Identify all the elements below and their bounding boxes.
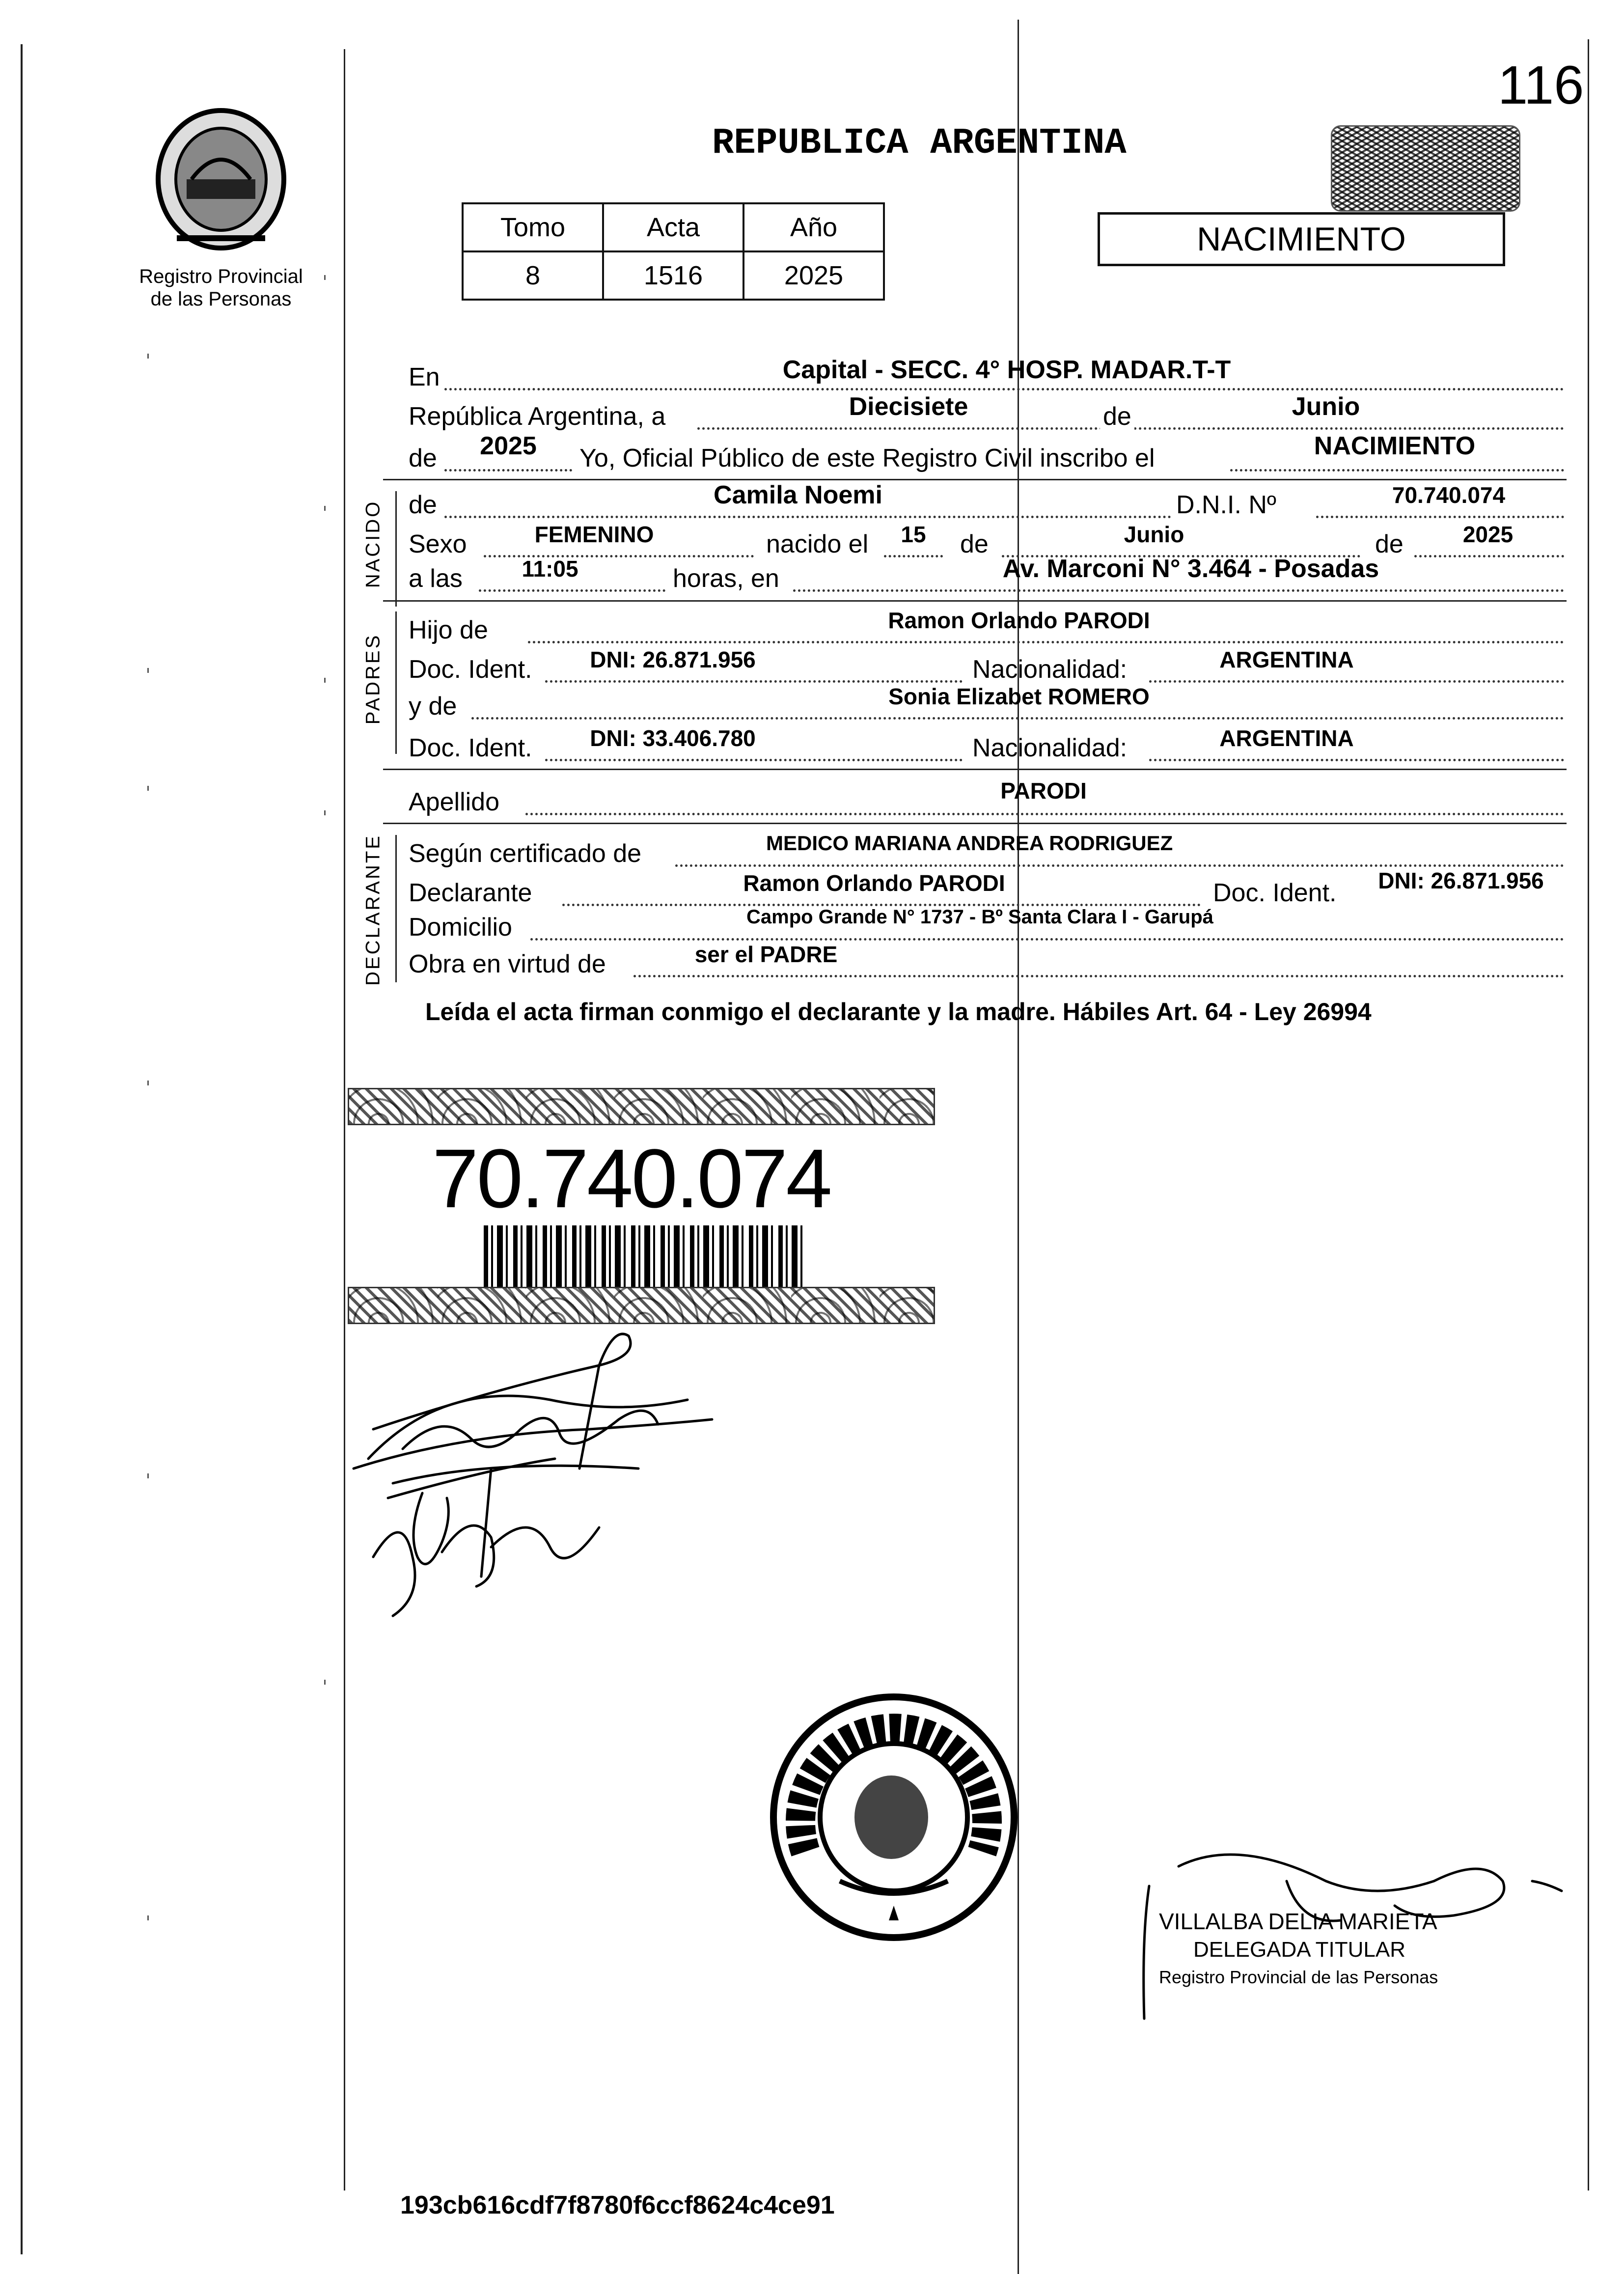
domicilio-label: Domicilio <box>409 913 512 942</box>
obra-label: Obra en virtud de <box>409 950 606 978</box>
official-name: VILLALBA DELIA MARIETA <box>1159 1909 1437 1934</box>
official-office: Registro Provincial de las Personas <box>1159 1967 1438 1987</box>
record-table <box>462 202 885 301</box>
dots <box>1414 555 1564 557</box>
registry-name <box>118 265 324 310</box>
act-type: NACIMIENTO <box>1314 432 1476 460</box>
margin-dot <box>324 678 326 683</box>
mother-name: Sonia Elizabet ROMERO <box>888 684 1150 709</box>
declarant-signature <box>344 1321 737 1636</box>
province-seal <box>147 106 295 258</box>
dots <box>528 641 1564 643</box>
registration-place: Capital - SECC. 4° HOSP. MADAR.T-T <box>782 356 1231 384</box>
month: Junio <box>1292 392 1360 421</box>
declarant-name: Ramon Orlando PARODI <box>743 870 1005 896</box>
y-de-label: y de <box>409 692 457 721</box>
closing-text: Leída el acta firman conmigo el declarante y la madre. Hábiles Art. 64 - Ley 26994 <box>425 998 1372 1026</box>
birth-year: 2025 <box>1462 522 1514 547</box>
security-band-bottom <box>348 1287 935 1324</box>
dots <box>884 555 943 557</box>
nacido-el-label: nacido el <box>766 530 869 558</box>
day-words: Diecisiete <box>849 392 968 421</box>
child-name: Camila Noemi <box>714 481 882 509</box>
document-hash: 193cb616cdf7f8780f6ccf8624c4ce91 <box>400 2191 835 2219</box>
divider <box>383 823 1567 824</box>
security-band-top <box>348 1088 935 1125</box>
mother-nationality: ARGENTINA <box>1219 725 1354 751</box>
de-label-4: de <box>960 530 989 558</box>
right-margin-line <box>1588 39 1589 2191</box>
de-label-3: de <box>409 491 437 519</box>
dots <box>444 516 1171 518</box>
dots <box>471 717 1564 720</box>
mother-doc-label: Doc. Ident. <box>409 734 532 762</box>
dots <box>1149 759 1564 761</box>
ano-value: 2025 <box>743 251 884 300</box>
margin-dot <box>147 354 149 359</box>
divider <box>383 600 1567 602</box>
dots <box>1316 516 1564 518</box>
apellido-label: Apellido <box>409 788 500 816</box>
republica-label: República Argentina, a <box>409 402 666 431</box>
padres-label: PADRES <box>362 633 384 725</box>
father-nat-label: Nacionalidad: <box>972 655 1128 684</box>
dots <box>675 864 1564 867</box>
de-label: de <box>1100 403 1134 430</box>
inscribe-text: Yo, Oficial Público de este Registro Civil inscribo el <box>579 444 1155 472</box>
security-emblem <box>1331 125 1520 212</box>
birth-day: 15 <box>901 522 926 547</box>
mother-nat-label: Nacionalidad: <box>972 734 1128 762</box>
child-dni: 70.740.074 <box>1392 482 1506 508</box>
horas-label: horas, en <box>673 564 779 593</box>
dots <box>633 975 1564 977</box>
section-bracket <box>395 611 397 754</box>
dots <box>479 589 665 592</box>
dots <box>1230 469 1564 471</box>
dots <box>545 680 963 683</box>
divider <box>383 769 1567 770</box>
tomo-header: Tomo <box>463 203 603 251</box>
margin-dot <box>147 668 149 673</box>
dots <box>793 589 1564 592</box>
margin-dot <box>147 1473 149 1478</box>
declarant-doc-label: Doc. Ident. <box>1213 879 1337 907</box>
declarante-label: DECLARANTE <box>362 834 384 986</box>
cert-label: Según certificado de <box>409 839 642 868</box>
ano-header: Año <box>743 203 884 251</box>
form-left-border <box>344 49 345 2191</box>
year: 2025 <box>480 432 537 460</box>
de-label-5: de <box>1375 530 1404 558</box>
sexo-label: Sexo <box>409 530 467 558</box>
dots <box>1149 680 1564 683</box>
registry-line1: Registro Provincial <box>139 266 303 287</box>
margin-dot <box>147 1915 149 1920</box>
acta-value: 1516 <box>603 251 743 300</box>
father-nationality: ARGENTINA <box>1219 647 1354 672</box>
official-role: DELEGADA TITULAR <box>1193 1938 1405 1962</box>
acta-header: Acta <box>603 203 743 251</box>
record-type-box <box>1098 212 1505 266</box>
mother-doc: DNI: 33.406.780 <box>590 725 756 751</box>
dots <box>525 813 1564 815</box>
surname: PARODI <box>1000 778 1087 804</box>
address: Campo Grande N° 1737 - Bº Santa Clara I - Garupá <box>746 906 1213 928</box>
hijo-de-label: Hijo de <box>409 616 488 644</box>
birth-month: Junio <box>1124 522 1184 547</box>
tomo-value: 8 <box>463 251 603 300</box>
declarante-label-row: Declarante <box>409 879 532 907</box>
margin-dot <box>324 1680 326 1685</box>
official-stamp <box>766 1690 1021 1945</box>
declarant-doc: DNI: 26.871.956 <box>1378 868 1544 893</box>
father-doc-label: Doc. Ident. <box>409 655 532 684</box>
page-number: 116 <box>1498 55 1584 115</box>
section-bracket <box>395 491 397 607</box>
margin-dot <box>324 506 326 511</box>
divider <box>383 479 1567 480</box>
en-label: En <box>409 363 440 391</box>
birth-place: Av. Marconi N° 3.464 - Posadas <box>1002 555 1379 583</box>
margin-dot <box>147 1081 149 1085</box>
margin-dot <box>147 786 149 791</box>
father-doc: DNI: 26.871.956 <box>590 647 756 672</box>
birth-time: 11:05 <box>522 556 578 582</box>
dots <box>530 938 1564 941</box>
registry-line2: de las Personas <box>150 288 292 310</box>
sex: FEMENINO <box>534 522 654 547</box>
nacido-label: NACIDO <box>362 499 384 588</box>
dots <box>444 388 1564 390</box>
certificate-issuer: MEDICO MARIANA ANDREA RODRIGUEZ <box>766 832 1173 855</box>
dots <box>545 759 963 761</box>
de-label-2: de <box>409 444 437 472</box>
page-title: REPUBLICA ARGENTINA <box>712 123 1127 164</box>
reason: ser el PADRE <box>694 942 838 967</box>
margin-dot <box>324 275 326 280</box>
record-type: NACIMIENTO <box>1197 221 1406 258</box>
margin-dot <box>324 810 326 815</box>
a-las-label: a las <box>409 564 463 593</box>
left-margin-line <box>21 44 23 2254</box>
dni-label: D.N.I. Nº <box>1176 491 1276 519</box>
id-number: 70.740.074 <box>432 1132 830 1225</box>
dots <box>444 469 572 471</box>
section-bracket <box>395 835 397 982</box>
father-name: Ramon Orlando PARODI <box>888 608 1150 633</box>
